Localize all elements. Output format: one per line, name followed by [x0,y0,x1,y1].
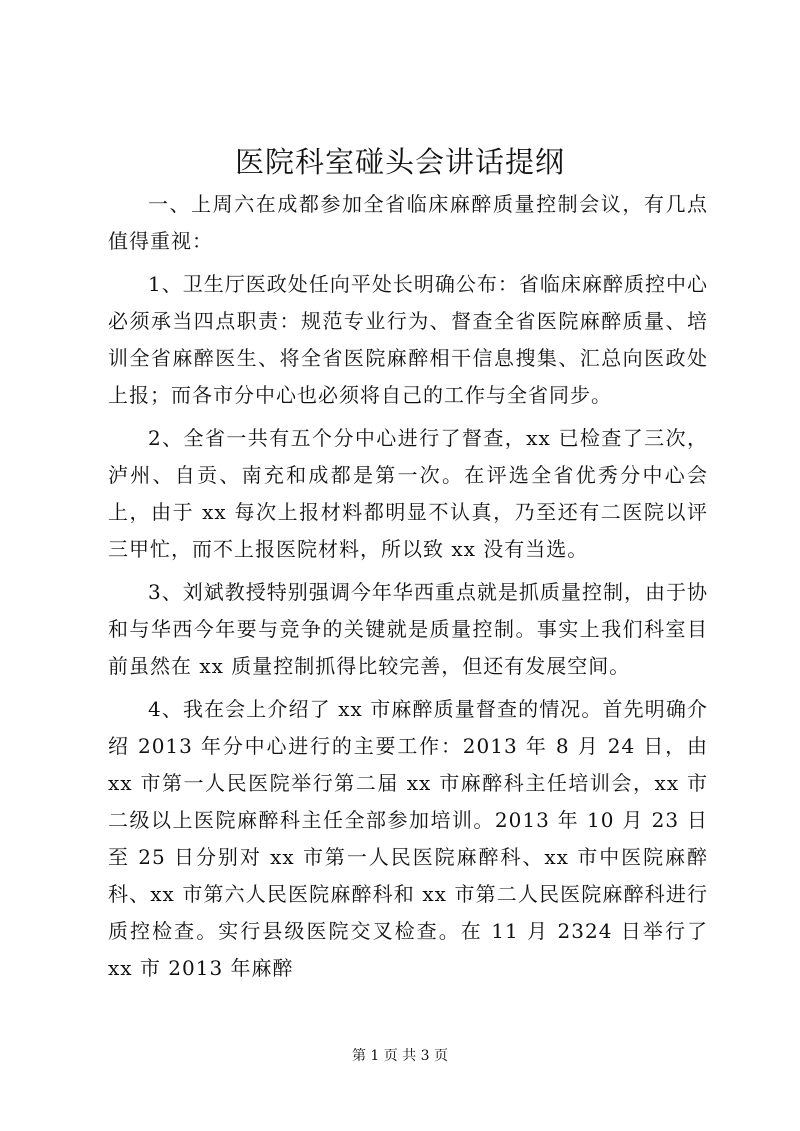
paragraph-5: 4、我在会上介绍了 xx 市麻醉质量督查的情况。首先明确介绍 2013 年分中心进行的主要工作：2013 年 8 月 24 日，由 xx 市第一人民医院举行第二届 xx 市麻醉科主任培训会，xx 市二级以上医院麻醉科主任全部参加培训。2013 年 10 月 23 日至 25 日分别对 xx 市第一人民医院麻醉科、xx 市中医院麻醉科、xx 市第六人民医院麻醉科和 xx 市第二人民医院麻醉科进行质控检查。实行县级医院交叉检查。在 11 月 2324 日举行了 xx 市 2013 年麻醉 [108,697,708,980]
paragraph-2: 1、卫生厅医政处任向平处长明确公布：省临床麻醉质控中心必须承当四点职责：规范专业行为、督查全省医院麻醉质量、培训全省麻醉医生、将全省医院麻醉相干信息搜集、汇总向医政处上报；而各市分中心也必须将自己的工作与全省同步。 [108,272,708,407]
paragraph-3: 2、全省一共有五个分中心进行了督查，xx 已检查了三次，泸州、自贡、南充和成都是第一次。在评选全省优秀分中心会上，由于 xx 每次上报材料都明显不认真，乃至还有二医院以评三甲忙，而不上报医院材料，所以致 xx 没有当选。 [108,426,708,561]
paragraph-4: 3、刘斌教授特别强调今年华西重点就是抓质量控制，由于协和与华西今年要与竞争的关键就是质量控制。事实上我们科室目前虽然在 xx 质量控制抓得比较完善，但还有发展空间。 [108,580,708,678]
document-title: 医院科室碰头会讲话提纲 [234,145,565,179]
page-number-footer: 第 1 页 共 3 页 [351,1048,449,1064]
paragraph-1: 一、上周六在成都参加全省临床麻醉质量控制会议，有几点值得重视： [108,192,708,253]
document-body [108,186,708,993]
